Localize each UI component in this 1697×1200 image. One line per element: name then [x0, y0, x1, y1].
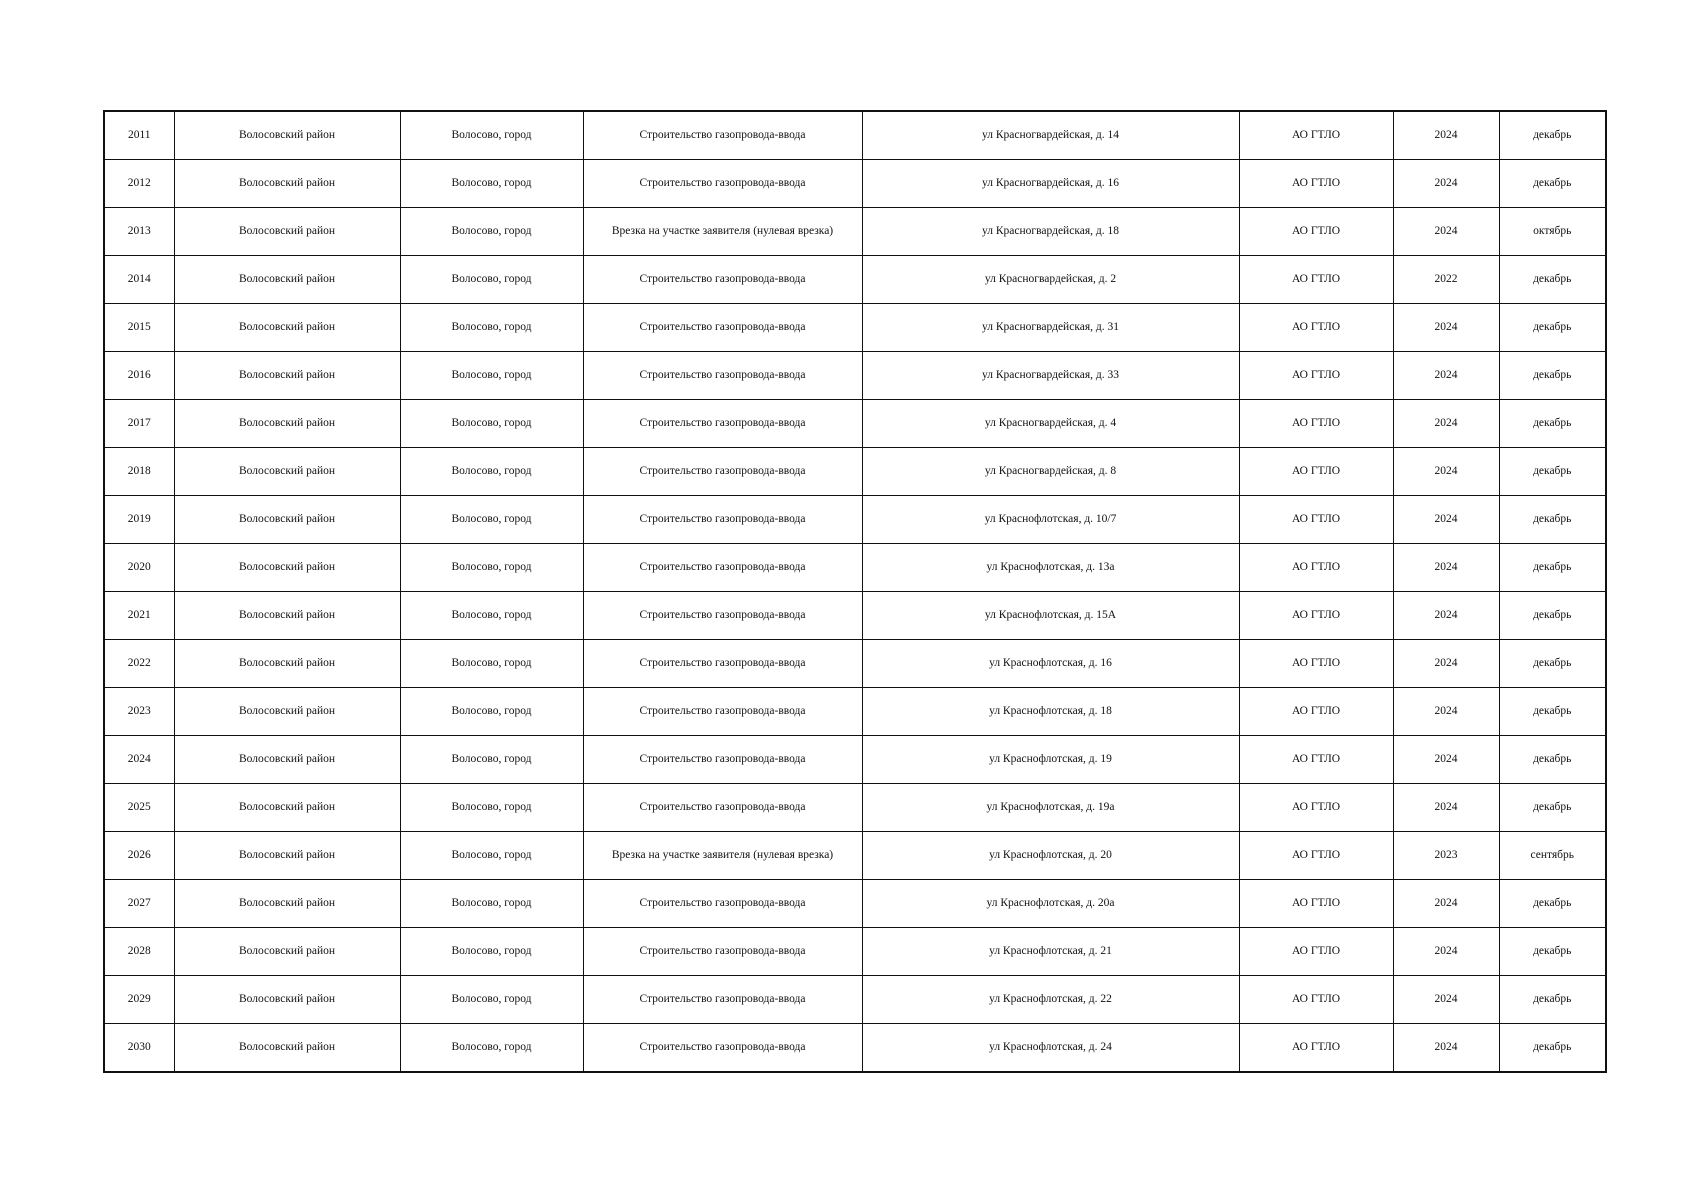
cell-organization: АО ГТЛО	[1239, 1024, 1393, 1073]
cell-month: декабрь	[1499, 784, 1606, 832]
cell-work-type: Строительство газопровода-ввода	[583, 496, 862, 544]
cell-month: декабрь	[1499, 544, 1606, 592]
table-row	[104, 352, 1606, 400]
cell-organization: АО ГТЛО	[1239, 304, 1393, 352]
cell-organization: АО ГТЛО	[1239, 544, 1393, 592]
cell-address: ул Краснофлотская, д. 10/7	[862, 496, 1239, 544]
cell-organization: АО ГТЛО	[1239, 784, 1393, 832]
cell-work-type: Строительство газопровода-ввода	[583, 1024, 862, 1073]
cell-address: ул Красногвардейская, д. 2	[862, 256, 1239, 304]
cell-year: 2024	[1393, 976, 1499, 1024]
cell-locality: Волосово, город	[400, 640, 583, 688]
cell-number: 2017	[104, 400, 174, 448]
table-row	[104, 208, 1606, 256]
cell-year: 2024	[1393, 448, 1499, 496]
cell-address: ул Краснофлотская, д. 18	[862, 688, 1239, 736]
cell-organization: АО ГТЛО	[1239, 880, 1393, 928]
cell-work-type: Строительство газопровода-ввода	[583, 880, 862, 928]
cell-work-type: Врезка на участке заявителя (нулевая врезка)	[583, 208, 862, 256]
table-row	[104, 976, 1606, 1024]
cell-number: 2023	[104, 688, 174, 736]
cell-district: Волосовский район	[174, 352, 400, 400]
cell-year: 2024	[1393, 160, 1499, 208]
cell-year: 2022	[1393, 256, 1499, 304]
cell-year: 2024	[1393, 784, 1499, 832]
cell-work-type: Строительство газопровода-ввода	[583, 784, 862, 832]
cell-work-type: Строительство газопровода-ввода	[583, 304, 862, 352]
cell-year: 2024	[1393, 688, 1499, 736]
cell-address: ул Краснофлотская, д. 15А	[862, 592, 1239, 640]
cell-number: 2024	[104, 736, 174, 784]
cell-locality: Волосово, город	[400, 880, 583, 928]
cell-locality: Волосово, город	[400, 256, 583, 304]
cell-month: сентябрь	[1499, 832, 1606, 880]
cell-district: Волосовский район	[174, 736, 400, 784]
cell-locality: Волосово, город	[400, 448, 583, 496]
cell-locality: Волосово, город	[400, 400, 583, 448]
cell-address: ул Краснофлотская, д. 19	[862, 736, 1239, 784]
cell-locality: Волосово, город	[400, 832, 583, 880]
table-row	[104, 111, 1606, 160]
cell-address: ул Краснофлотская, д. 21	[862, 928, 1239, 976]
cell-organization: АО ГТЛО	[1239, 352, 1393, 400]
cell-locality: Волосово, город	[400, 304, 583, 352]
table-row	[104, 928, 1606, 976]
cell-district: Волосовский район	[174, 448, 400, 496]
cell-year: 2024	[1393, 736, 1499, 784]
cell-number: 2018	[104, 448, 174, 496]
cell-district: Волосовский район	[174, 111, 400, 160]
cell-work-type: Строительство газопровода-ввода	[583, 544, 862, 592]
cell-locality: Волосово, город	[400, 544, 583, 592]
table-row	[104, 496, 1606, 544]
cell-year: 2024	[1393, 544, 1499, 592]
cell-month: декабрь	[1499, 640, 1606, 688]
cell-district: Волосовский район	[174, 496, 400, 544]
cell-address: ул Красногвардейская, д. 14	[862, 111, 1239, 160]
cell-district: Волосовский район	[174, 688, 400, 736]
cell-district: Волосовский район	[174, 928, 400, 976]
cell-district: Волосовский район	[174, 976, 400, 1024]
cell-work-type: Строительство газопровода-ввода	[583, 352, 862, 400]
cell-district: Волосовский район	[174, 1024, 400, 1073]
cell-organization: АО ГТЛО	[1239, 160, 1393, 208]
cell-organization: АО ГТЛО	[1239, 208, 1393, 256]
cell-organization: АО ГТЛО	[1239, 592, 1393, 640]
cell-month: декабрь	[1499, 496, 1606, 544]
cell-district: Волосовский район	[174, 304, 400, 352]
cell-work-type: Строительство газопровода-ввода	[583, 256, 862, 304]
cell-number: 2011	[104, 111, 174, 160]
cell-locality: Волосово, город	[400, 592, 583, 640]
cell-year: 2024	[1393, 1024, 1499, 1073]
cell-district: Волосовский район	[174, 592, 400, 640]
cell-month: декабрь	[1499, 111, 1606, 160]
table-row	[104, 544, 1606, 592]
cell-organization: АО ГТЛО	[1239, 688, 1393, 736]
cell-district: Волосовский район	[174, 784, 400, 832]
cell-locality: Волосово, город	[400, 496, 583, 544]
cell-organization: АО ГТЛО	[1239, 400, 1393, 448]
cell-address: ул Красногвардейская, д. 31	[862, 304, 1239, 352]
cell-address: ул Красногвардейская, д. 33	[862, 352, 1239, 400]
cell-month: декабрь	[1499, 304, 1606, 352]
cell-district: Волосовский район	[174, 160, 400, 208]
cell-month: декабрь	[1499, 448, 1606, 496]
cell-district: Волосовский район	[174, 400, 400, 448]
cell-organization: АО ГТЛО	[1239, 448, 1393, 496]
cell-year: 2024	[1393, 400, 1499, 448]
cell-number: 2028	[104, 928, 174, 976]
table-row	[104, 640, 1606, 688]
cell-number: 2022	[104, 640, 174, 688]
cell-address: ул Краснофлотская, д. 24	[862, 1024, 1239, 1073]
cell-organization: АО ГТЛО	[1239, 640, 1393, 688]
cell-locality: Волосово, город	[400, 688, 583, 736]
cell-work-type: Строительство газопровода-ввода	[583, 640, 862, 688]
cell-year: 2024	[1393, 640, 1499, 688]
cell-number: 2020	[104, 544, 174, 592]
cell-month: декабрь	[1499, 736, 1606, 784]
cell-work-type: Строительство газопровода-ввода	[583, 976, 862, 1024]
cell-organization: АО ГТЛО	[1239, 496, 1393, 544]
cell-district: Волосовский район	[174, 256, 400, 304]
table-row	[104, 256, 1606, 304]
cell-work-type: Строительство газопровода-ввода	[583, 448, 862, 496]
cell-district: Волосовский район	[174, 544, 400, 592]
cell-year: 2024	[1393, 880, 1499, 928]
cell-work-type: Строительство газопровода-ввода	[583, 688, 862, 736]
table-row	[104, 160, 1606, 208]
cell-year: 2024	[1393, 928, 1499, 976]
cell-number: 2016	[104, 352, 174, 400]
gas-connection-table	[103, 110, 1607, 1073]
cell-month: декабрь	[1499, 880, 1606, 928]
cell-number: 2027	[104, 880, 174, 928]
cell-work-type: Строительство газопровода-ввода	[583, 592, 862, 640]
cell-year: 2024	[1393, 592, 1499, 640]
cell-locality: Волосово, город	[400, 1024, 583, 1073]
cell-locality: Волосово, город	[400, 736, 583, 784]
cell-district: Волосовский район	[174, 880, 400, 928]
cell-work-type: Строительство газопровода-ввода	[583, 160, 862, 208]
table-row	[104, 880, 1606, 928]
cell-district: Волосовский район	[174, 832, 400, 880]
cell-address: ул Краснофлотская, д. 20	[862, 832, 1239, 880]
cell-locality: Волосово, город	[400, 111, 583, 160]
cell-work-type: Строительство газопровода-ввода	[583, 111, 862, 160]
cell-month: октябрь	[1499, 208, 1606, 256]
cell-number: 2012	[104, 160, 174, 208]
cell-address: ул Красногвардейская, д. 18	[862, 208, 1239, 256]
cell-number: 2030	[104, 1024, 174, 1073]
cell-address: ул Краснофлотская, д. 22	[862, 976, 1239, 1024]
cell-month: декабрь	[1499, 160, 1606, 208]
cell-address: ул Красногвардейская, д. 16	[862, 160, 1239, 208]
cell-organization: АО ГТЛО	[1239, 111, 1393, 160]
table-row	[104, 832, 1606, 880]
cell-organization: АО ГТЛО	[1239, 736, 1393, 784]
cell-year: 2024	[1393, 496, 1499, 544]
cell-month: декабрь	[1499, 928, 1606, 976]
cell-number: 2025	[104, 784, 174, 832]
cell-locality: Волосово, город	[400, 928, 583, 976]
cell-address: ул Краснофлотская, д. 19а	[862, 784, 1239, 832]
cell-month: декабрь	[1499, 352, 1606, 400]
cell-number: 2021	[104, 592, 174, 640]
table-row	[104, 736, 1606, 784]
cell-locality: Волосово, город	[400, 160, 583, 208]
cell-organization: АО ГТЛО	[1239, 256, 1393, 304]
cell-number: 2015	[104, 304, 174, 352]
cell-month: декабрь	[1499, 976, 1606, 1024]
cell-year: 2024	[1393, 352, 1499, 400]
cell-work-type: Врезка на участке заявителя (нулевая врезка)	[583, 832, 862, 880]
cell-number: 2029	[104, 976, 174, 1024]
table-row	[104, 304, 1606, 352]
cell-number: 2026	[104, 832, 174, 880]
cell-locality: Волосово, город	[400, 208, 583, 256]
cell-locality: Волосово, город	[400, 976, 583, 1024]
table-row	[104, 688, 1606, 736]
cell-month: декабрь	[1499, 400, 1606, 448]
cell-address: ул Краснофлотская, д. 20а	[862, 880, 1239, 928]
cell-year: 2023	[1393, 832, 1499, 880]
table-row	[104, 784, 1606, 832]
table-row	[104, 592, 1606, 640]
table-body	[104, 111, 1606, 1072]
cell-district: Волосовский район	[174, 208, 400, 256]
table-row	[104, 448, 1606, 496]
cell-work-type: Строительство газопровода-ввода	[583, 736, 862, 784]
cell-number: 2014	[104, 256, 174, 304]
cell-month: декабрь	[1499, 592, 1606, 640]
cell-year: 2024	[1393, 111, 1499, 160]
cell-year: 2024	[1393, 208, 1499, 256]
cell-number: 2019	[104, 496, 174, 544]
cell-work-type: Строительство газопровода-ввода	[583, 400, 862, 448]
cell-locality: Волосово, город	[400, 352, 583, 400]
cell-address: ул Красногвардейская, д. 4	[862, 400, 1239, 448]
cell-organization: АО ГТЛО	[1239, 976, 1393, 1024]
cell-address: ул Красногвардейская, д. 8	[862, 448, 1239, 496]
cell-month: декабрь	[1499, 688, 1606, 736]
cell-work-type: Строительство газопровода-ввода	[583, 928, 862, 976]
cell-organization: АО ГТЛО	[1239, 832, 1393, 880]
cell-number: 2013	[104, 208, 174, 256]
cell-locality: Волосово, город	[400, 784, 583, 832]
cell-month: декабрь	[1499, 256, 1606, 304]
cell-organization: АО ГТЛО	[1239, 928, 1393, 976]
table-row	[104, 1024, 1606, 1073]
cell-address: ул Краснофлотская, д. 13а	[862, 544, 1239, 592]
cell-year: 2024	[1393, 304, 1499, 352]
cell-month: декабрь	[1499, 1024, 1606, 1073]
table-row	[104, 400, 1606, 448]
cell-address: ул Краснофлотская, д. 16	[862, 640, 1239, 688]
cell-district: Волосовский район	[174, 640, 400, 688]
